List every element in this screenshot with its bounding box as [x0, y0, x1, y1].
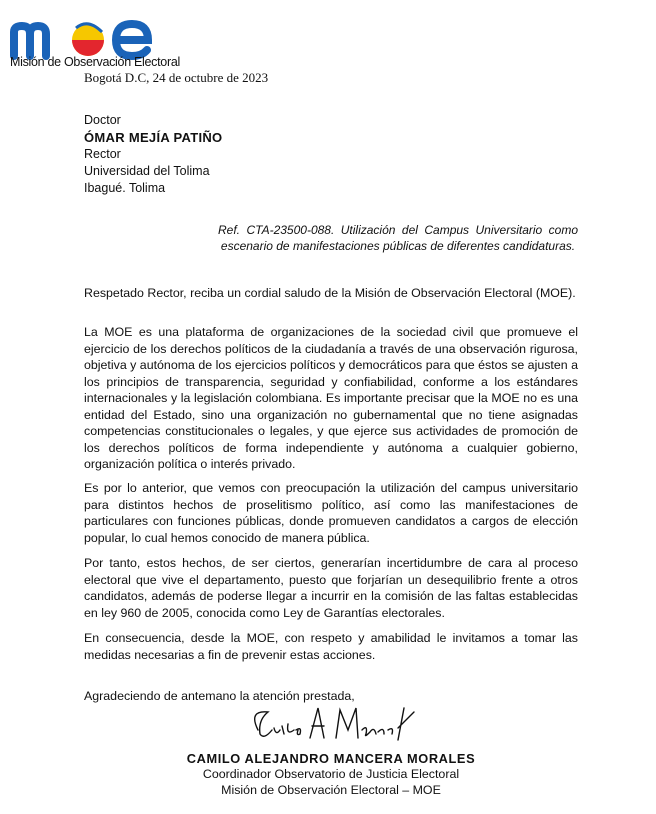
addressee-block [84, 112, 222, 197]
logo-letter-e [116, 24, 148, 56]
closing-line: Agradeciendo de antemano la atención prestada, [84, 689, 355, 703]
date-line: Bogotá D.C, 24 de octubre de 2023 [84, 70, 269, 85]
logo-letter-m [14, 26, 46, 56]
addressee-city: Ibagué. Tolima [84, 181, 166, 195]
signer-role: Coordinador Observatorio de Justicia Electoral [202, 767, 460, 781]
greeting: Respetado Rector, reciba un cordial saludo de la Misión de Observación Electoral (MOE). [84, 286, 576, 300]
paragraph: En consecuencia, desde la MOE, con respeto y amabilidad le invitamos a tomar las medidas necesarias a fin de prevenir estas acciones. [84, 631, 578, 662]
addressee-title: Doctor [84, 113, 121, 127]
logo-subtitle: Misión de Observación Electoral [10, 55, 180, 69]
signer-name: CAMILO ALEJANDRO MANCERA MORALES [186, 751, 476, 766]
signer-organization: Misión de Observación Electoral – MOE [221, 783, 441, 797]
addressee-name: ÓMAR MEJÍA PATIÑO [84, 130, 223, 145]
handwritten-signature [238, 700, 418, 750]
reference-line: Ref. CTA-23500-088. Utilización del Campus Universitario como escenario de manifestaciones públicas de diferentes candidaturas. [218, 223, 578, 253]
logo-wordmark: moe [8, 6, 10, 7]
addressee-position: Rector [84, 147, 121, 161]
paragraph: La MOE es una plataforma de organizaciones de la sociedad civil que promueve el ejercicio de los derechos políticos de la ciudadanía a través de una observación rigurosa, objetiva y autónoma de los ejercicios políticos y democráticos para que éstos se ajusten a los principios de transparencia, seguridad y confiabilidad, conforme a los estándares internacionales y la legislación colombiana. Es importante precisar que la MOE no es una entidad del Estado, sino una organización no gubernamental que no tiene asignadas competencias constitucionales o legales, y que ejerce sus actividades de promoción de los derechos políticos de forma independiente y autónoma a cualquier gobierno, organización política o interés privado. [84, 325, 578, 471]
paragraph: Es por lo anterior, que vemos con preocupación la utilización del campus universitario para distintos hechos de proselitismo político, así como las manifestaciones de particulares con funciones públicas, donde promueven candidatos a cargos de elección popular, lo cual hemos conocido de manera pública. [84, 481, 578, 545]
paragraph: Por tanto, estos hechos, de ser ciertos, generarían incertidumbre de cara al proceso electoral que vive el departamento, puesto que forjarían un desequilibrio frente a otros candidatos, además de poderse llegar a incurrir en la comisión de las faltas establecidas en ley 960 de 2005, conocida como Ley de Garantías electorales. [84, 556, 578, 620]
addressee-institution: Universidad del Tolima [84, 164, 210, 178]
